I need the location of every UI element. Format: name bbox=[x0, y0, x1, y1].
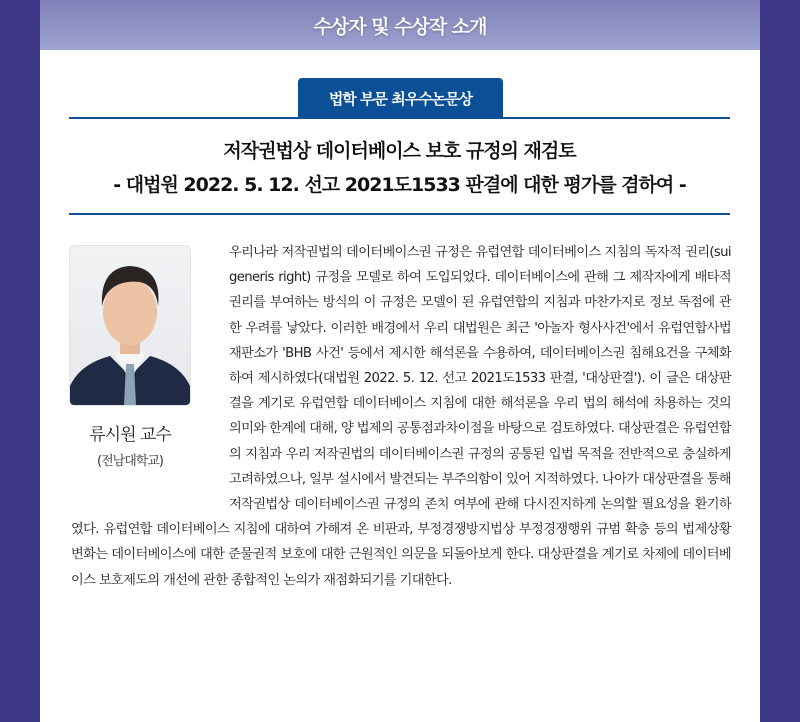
author-name: 류시원 교수 bbox=[89, 425, 171, 445]
award-badge bbox=[298, 78, 503, 118]
section-header bbox=[40, 0, 760, 50]
title-rule-bottom bbox=[69, 213, 730, 215]
photo-spacer bbox=[71, 240, 229, 495]
title-rule-top bbox=[69, 117, 730, 119]
abstract-body: 우리나라 저작권법의 데이터베이스권 규정은 유럽연합 데이터베이스 지침의 독자적 권리(sui generis right) 규정을 모델로 하여 도입되었다. 데이터베이스에 관해 그 제작자에게 배타적 권리를 부여하는 방식의 이 규정은 모델이 된 유럽연합의 지침과 마찬가지로 정보 독점에 관한 우려를 낳았다. 이러한 배경에서 우리 대법원은 최근 '아놀자 형사사건'에서 유럽연합사법재판소가 'BHB 사건' 등에서 제시한 해석론을 수용하여, 데이터베이스권 침해요건을 구체화하여 제시하였다(대법원 2022. 5. 12. 선고 2021도1533 판결, '대상판결'). 이 글은 대상판결을 계기로 유럽연합 데이터베이스 지침에 대한 해석론을 우리 법의 해석에 차용하는 것의 의미와 한계에 대해, 양 법제의 공통점과차이점을 바탕으로 검토하였다. 대상판결은 유럽연합의 지침과 우리 저작권법의 데이터베이스권 규정의 공통된 입법 목적을 전반적으로 충실하게 고려하였으나, 일부 설시에서 발견되는 부주의함이 있어 지적하였다. 나아가 대상판결을 통해 저작권법상 데이터베이스권 규정의 존치 여부에 관해 다시진지하게 논의할 필요성을 환기하였다. 유럽연합 데이터베이스 지침에 대하여 가해져 온 비판과, 부정경쟁방지법상 부정경쟁행위 규범 확충 등의 법제상황 변화는 데이터베이스에 대한 준물권적 보호에 대한 근원적인 의문을 되돌아보게 한다. 대상판결을 계기로 차제에 데이터베이스 보호제도의 개선에 관한 종합적인 논의가 재점화되기를 기대한다. bbox=[71, 245, 732, 588]
paper-subtitle: - 대법원 2022. 5. 12. 선고 2021도1533 판결에 대한 평가를 겸하여 - bbox=[113, 174, 686, 196]
content-panel bbox=[40, 0, 760, 722]
section-title: 수상자 및 수상작 소개 bbox=[313, 15, 487, 38]
paper-title: 저작권법상 데이터베이스 보호 규정의 재검토 bbox=[223, 140, 576, 162]
paper-title-block bbox=[69, 134, 730, 202]
abstract-text bbox=[71, 240, 731, 593]
author-affiliation: (전남대학교) bbox=[97, 454, 163, 469]
award-badge-label: 법학 부문 최우수논문상 bbox=[328, 89, 473, 108]
